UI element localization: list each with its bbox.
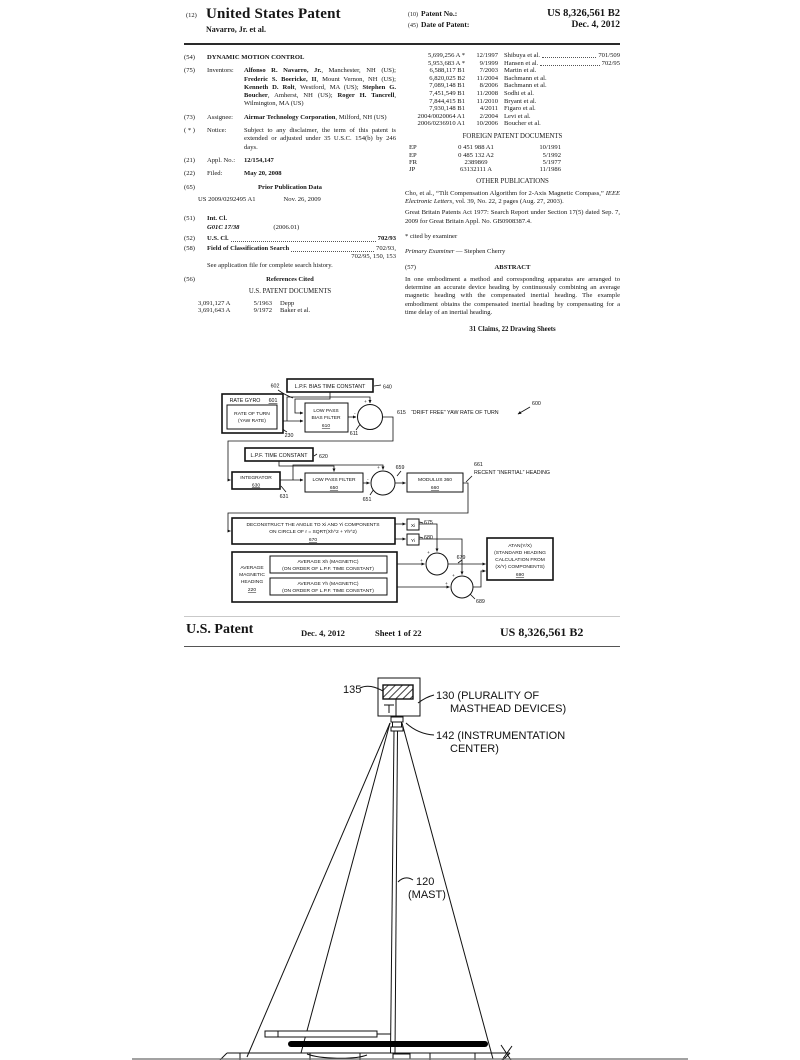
citation-row: 7,089,148 B1 8/2006 Bachmann et al. [429, 82, 547, 90]
mast-left-line [391, 731, 395, 1053]
page-separator [184, 616, 620, 617]
sum-junction-2 [371, 471, 395, 495]
ref-601: 601 [268, 398, 278, 404]
assignee: Airmar Technology Corporation, Milford, NH (US) [244, 113, 387, 121]
sheet-date: Dec. 4, 2012 [301, 628, 345, 638]
left-column [184, 54, 396, 315]
citation-row: 7,930,148 B1 4/2011 Figaro et al. [429, 105, 536, 113]
inventor-name: Kenneth D. Rolt [244, 83, 295, 91]
lpf-bias-tc-label: L.P.F. BIAS TIME CONSTANT [294, 384, 366, 390]
ref-611: 611 [349, 431, 359, 437]
instrumentation-stack-1 [391, 717, 403, 722]
sum2-plus: + [377, 466, 380, 471]
svg-text:HEADING: HEADING [240, 580, 264, 585]
foreign-citation-row: FR 2389869 5/1977 [409, 158, 561, 166]
svg-text:AVERAGE Yh (MAGNETIC): AVERAGE Yh (MAGNETIC) [297, 582, 359, 587]
deck-hatch [393, 1054, 410, 1059]
ref-130-line1: 130 (PLURALITY OF [436, 690, 540, 702]
lpf-tc-label: L.P.F. TIME CONSTANT [250, 453, 308, 459]
ref640-leader [374, 385, 381, 386]
us-citation-table [405, 52, 620, 128]
ref-120-line2: (MAST) [408, 889, 446, 901]
inventors-list: Alfonso R. Navarro, Jr., Manchester, NH (US); Frederic S. Boericke, II, Mount Vernon, NH (US); Kenneth D. Rolt, Westford, MA (US); Stephen G. Boucher, Amherst, NH (US); Roger H. Tancrell, Wilmington, MA (US) [244, 67, 397, 108]
sum2-minus: - [367, 478, 369, 483]
svg-text:BIAS FILTER: BIAS FILTER [311, 416, 341, 421]
ref-650: 650 [329, 486, 339, 491]
ref-670: 670 [308, 538, 318, 543]
svg-text:LOW PASS FILTER: LOW PASS FILTER [312, 478, 356, 483]
foreign-citation-row: EP 0 451 988 A1 10/1991 [409, 144, 561, 152]
svg-text:LOW PASS: LOW PASS [313, 409, 339, 414]
sheet-title: U.S. Patent [186, 622, 254, 637]
sheet-number: Sheet 1 of 22 [375, 628, 422, 638]
boom [288, 1041, 488, 1047]
svg-text:Yi: Yi [410, 539, 416, 544]
search-note: See application file for complete search history. [207, 261, 333, 269]
patent-number: US 8,326,561 B2 [547, 8, 620, 19]
patent-date-row [408, 20, 620, 31]
svg-text:(ON ORDER OF L.P.F. TIME CONST: (ON ORDER OF L.P.F. TIME CONSTANT) [282, 589, 374, 594]
inventor-name: Frederic S. Boericke, II [244, 75, 317, 83]
inventor-name: Stephen G. Boucher [244, 83, 396, 100]
application-number: 12/154,147 [244, 156, 274, 164]
sum-junction-1 [358, 405, 383, 430]
svg-text:RATE OF TURN: RATE OF TURN [234, 412, 270, 417]
field-notice: ( * ) Notice: Subject to any disclaimer, the term of this patent is extended or adjusted under 35 U.S.C. 154(b) by 246 days. [184, 127, 396, 151]
svg-text:AVERAGE: AVERAGE [240, 566, 264, 571]
ref-600: 600 [532, 401, 541, 407]
search-value-2: 702/95, 150, 153 [351, 253, 396, 261]
abstract-text: In one embodiment a method and corresponding apparatus are arranged to determine an accurate device heading by continuously combining an average magnetic heading with the compensated inertial heading. The example embodiment obtains the compensated inertial heading by compensating for a time delay of an inertial heading. [405, 275, 620, 316]
ref-230: 230 [284, 433, 294, 439]
ref-130-line2: MASTHEAD DEVICES) [450, 703, 567, 715]
prior-pub-date: Nov. 26, 2009 [283, 195, 321, 203]
svg-text:MODULUS 360: MODULUS 360 [418, 478, 452, 483]
ref-142-line2: CENTER) [450, 743, 499, 755]
date-of-patent: Dec. 4, 2012 [571, 20, 620, 30]
sum3-plus2: + [420, 559, 423, 564]
ref631-leader [281, 486, 286, 492]
instrumentation-stack-3 [391, 727, 403, 731]
citation-row: 5,953,683 A * 9/1999 Hansen et al. 702/95 [427, 59, 620, 67]
foreign-citation-row: JP 63132111 A 11/1986 [409, 166, 561, 174]
patent-number-row [408, 9, 620, 20]
sum3-plus: + [427, 551, 430, 556]
ref-660: 660 [430, 486, 440, 491]
svg-text:(STANDARD HEADING: (STANDARD HEADING [494, 551, 546, 556]
abstract-heading-row: (57) ABSTRACT [405, 264, 620, 272]
ref620-leader [314, 454, 317, 456]
figure-1-sailboat [130, 660, 690, 1060]
ref-659: 659 [395, 465, 405, 471]
ref-661: 661 [474, 462, 483, 468]
date-of-patent-label: Date of Patent: [421, 20, 470, 29]
ref-630: 630 [251, 483, 261, 489]
field-52-us-cl: (52) U.S. Cl. 702/93 [184, 234, 396, 242]
foreign-citation-table [405, 144, 620, 173]
svg-text:(ON ORDER OF L.P.F. TIME CONST: (ON ORDER OF L.P.F. TIME CONSTANT) [282, 567, 374, 572]
int-cl-row [184, 224, 396, 232]
field-58-search: (58) Field of Classification Search 702/93, [184, 245, 396, 253]
publication-entry: Great Britain Patents Act 1977: Search Report under Section 17(5) dated Sep. 7, 2009 for Great Britain Appl. No. GB0908387.4. [405, 209, 620, 225]
prior-pub-row [184, 196, 396, 204]
ref600-arrow [518, 407, 530, 414]
ref-631: 631 [279, 494, 289, 500]
right-column [405, 52, 620, 335]
instrumentation-stack-2 [393, 722, 402, 727]
field-73-assignee: (73) Assignee: Airmar Technology Corporation, Milford, NH (US) [184, 114, 396, 122]
figure-6-block-diagram [215, 373, 605, 615]
drawing-sheet-header [184, 622, 620, 647]
us-patent-docs-heading: U.S. PATENT DOCUMENTS [248, 288, 332, 296]
us-reference-row: 3,091,127 A 5/1963 Depp [198, 299, 295, 307]
field-54-title: (54) DYNAMIC MOTION CONTROL [184, 54, 396, 62]
svg-text:DECONSTRUCT THE ANGLE TO Xi AN: DECONSTRUCT THE ANGLE TO Xi AND Yi COMPONENTS [246, 523, 380, 528]
forestay-line [247, 723, 390, 1057]
examiner-name: — Stephen Cherry [454, 248, 506, 256]
svg-text:(YAW RATE): (YAW RATE) [238, 419, 266, 424]
inventor-name: Roger H. Tancrell [337, 92, 395, 100]
ref-135: 135 [343, 684, 362, 696]
inventor-name: Alfonso R. Navarro, Jr. [244, 67, 322, 75]
rate-gyro-label: RATE GYRO [229, 398, 261, 404]
ref-640: 640 [383, 384, 392, 391]
filing-date: May 20, 2008 [244, 170, 282, 178]
sheet-patent-number: US 8,326,561 B2 [500, 625, 584, 639]
svg-text:CALCULATION FROM: CALCULATION FROM [495, 558, 545, 563]
field-number-10: (10) [408, 12, 418, 18]
abstract-heading: ABSTRACT [494, 263, 531, 271]
search-value-1: 702/93, [376, 245, 396, 253]
ref-680: 680 [424, 535, 433, 541]
masthead-antenna-module [383, 685, 413, 699]
sum-junction-4 [451, 576, 473, 598]
field-21-appl-no: (21) Appl. No.: 12/154,147 [184, 157, 396, 165]
sum1-plus: + [364, 400, 367, 405]
notice-text: Subject to any disclaimer, the term of this patent is extended or adjusted under 35 U.S.C. 154(b) by 246 days. [244, 127, 396, 151]
cockpit-outline [307, 1054, 367, 1058]
ref-675: 675 [424, 520, 433, 526]
prior-pub-heading: Prior Publication Data [258, 183, 322, 191]
ref-690: 690 [515, 573, 525, 578]
sum4-to-atan-line [473, 571, 486, 587]
field-56-references: (56) References Cited [184, 276, 396, 284]
rate-of-turn-box [227, 405, 277, 429]
ref-651: 651 [362, 497, 372, 503]
citation-row: 7,844,415 B1 11/2010 Bryant et al. [429, 97, 537, 105]
assignee-name: Airmar Technology Corporation [244, 113, 336, 121]
citation-row: 2006/0236910 A1 10/2006 Boucher et al. [417, 120, 541, 128]
publication-entry: Cho, et al., “Tilt Compensation Algorithm for 2-Axis Magnetic Compass,” IEEE Electronic Letters, vol. 39, No. 22, 2 pages (Aug. 27, 2003). [405, 189, 620, 206]
inner-stay-line [301, 723, 390, 1053]
mast-right-line [395, 731, 398, 1053]
page-title: United States Patent [206, 6, 341, 22]
foreign-docs-heading: FOREIGN PATENT DOCUMENTS [462, 132, 563, 140]
citation-row: 2004/0020064 A1 2/2004 Levi et al. [417, 112, 531, 120]
us-reference-row: 3,691,643 A 9/1972 Baker et al. [198, 307, 311, 315]
svg-text:ON CIRCLE OF r = SQRT(Xh^2 + Y: ON CIRCLE OF r = SQRT(Xh^2 + Yh^2) [269, 530, 357, 535]
field-65-prior-pub: (65) Prior Publication Data [184, 184, 396, 192]
ref659-leader [397, 471, 401, 476]
ref675-leader [420, 522, 424, 523]
svg-text:MAGNETIC: MAGNETIC [239, 573, 265, 578]
header-right-block [408, 9, 620, 31]
sum4-plus: + [452, 574, 455, 579]
field-51-int-cl: (51) Int. Cl. [184, 215, 227, 223]
field-22-filed: (22) Filed: May 20, 2008 [184, 170, 396, 178]
ref-689: 689 [476, 599, 485, 605]
ref-142-line1: 142 (INSTRUMENTATION [436, 730, 566, 742]
ref-679: 679 [456, 555, 466, 561]
svg-text:Xi: Xi [410, 524, 416, 529]
recent-heading-label: RECENT “INERTIAL” HEADING [474, 470, 551, 476]
foreign-citation-row: EP 0 485 132 A2 5/1992 [409, 151, 561, 159]
int-cl-year: (2006.01) [273, 224, 300, 232]
ref-615: 615 [397, 410, 406, 416]
svg-text:ATAN(Y/X): ATAN(Y/X) [508, 544, 532, 549]
ref120-leader [398, 878, 413, 882]
front-page-header [184, 6, 620, 45]
svg-text:INTEGRATOR: INTEGRATOR [240, 476, 272, 481]
us-cl-value: 702/93 [377, 234, 396, 242]
sum-junction-3 [426, 553, 448, 575]
ref-610: 610 [321, 424, 331, 429]
lower-spreader-bar [265, 1031, 377, 1037]
sum1-minus: - [354, 412, 356, 417]
sum4-plus2: + [445, 582, 448, 587]
ref142-leader [406, 723, 434, 735]
int-cl-code: G01C 17/38 [207, 224, 240, 232]
citation-row: 7,451,549 B1 11/2008 Sodhi et al. [429, 89, 534, 97]
field-number-45: (45) [408, 23, 418, 29]
citation-row: 5,699,256 A * 12/1997 Shibuya et al. 701/509 [427, 52, 620, 59]
cited-by-examiner: * cited by examiner [405, 232, 458, 240]
ref689-leader [470, 594, 475, 599]
other-publications [405, 190, 620, 226]
prior-pub-number: US 2009/0292495 A1 [198, 195, 256, 203]
ref-620: 620 [319, 454, 328, 460]
references-heading: References Cited [266, 275, 314, 283]
tc2-to-filter2-line [279, 461, 334, 472]
svg-text:AVERAGE Xh (MAGNETIC): AVERAGE Xh (MAGNETIC) [297, 560, 359, 565]
field-75-inventors: (75) Inventors: Alfonso R. Navarro, Jr., Manchester, NH (US); Frederic S. Boericke, II, Mount Vernon, NH (US); Kenneth D. Rolt, Westford, MA (US); Stephen G. Boucher, Amherst, NH (US); Roger H. Tancrell, Wilmington, MA (US) [184, 67, 397, 108]
patent-front-page [184, 6, 620, 334]
primary-examiner-line: Primary Examiner — Stephen Cherry [405, 248, 506, 256]
citation-row: 6,820,025 B2 11/2004 Bachmann et al. [429, 74, 547, 82]
patent-no-label: Patent No.: [421, 9, 458, 18]
kind-code-number: (12) [186, 12, 197, 19]
invention-title: DYNAMIC MOTION CONTROL [207, 54, 305, 61]
ref-602: 602 [270, 383, 280, 390]
claims-line: 31 Claims, 22 Drawing Sheets [469, 326, 556, 334]
drift-free-label: “DRIFT FREE” YAW RATE OF TURN [411, 410, 499, 416]
other-pubs-heading: OTHER PUBLICATIONS [476, 178, 549, 186]
svg-text:(X/Y) COMPONENTS): (X/Y) COMPONENTS) [495, 565, 545, 570]
ref-120-line1: 120 [416, 876, 435, 888]
ref680-leader [420, 537, 424, 538]
ref661-leader [466, 476, 472, 482]
ref-220: 220 [247, 588, 257, 593]
citation-row: 6,588,117 B1 7/2003 Martin et al. [429, 67, 537, 75]
inventor-short-line: Navarro, Jr. et al. [206, 25, 266, 34]
left-reference-rows [184, 300, 396, 315]
